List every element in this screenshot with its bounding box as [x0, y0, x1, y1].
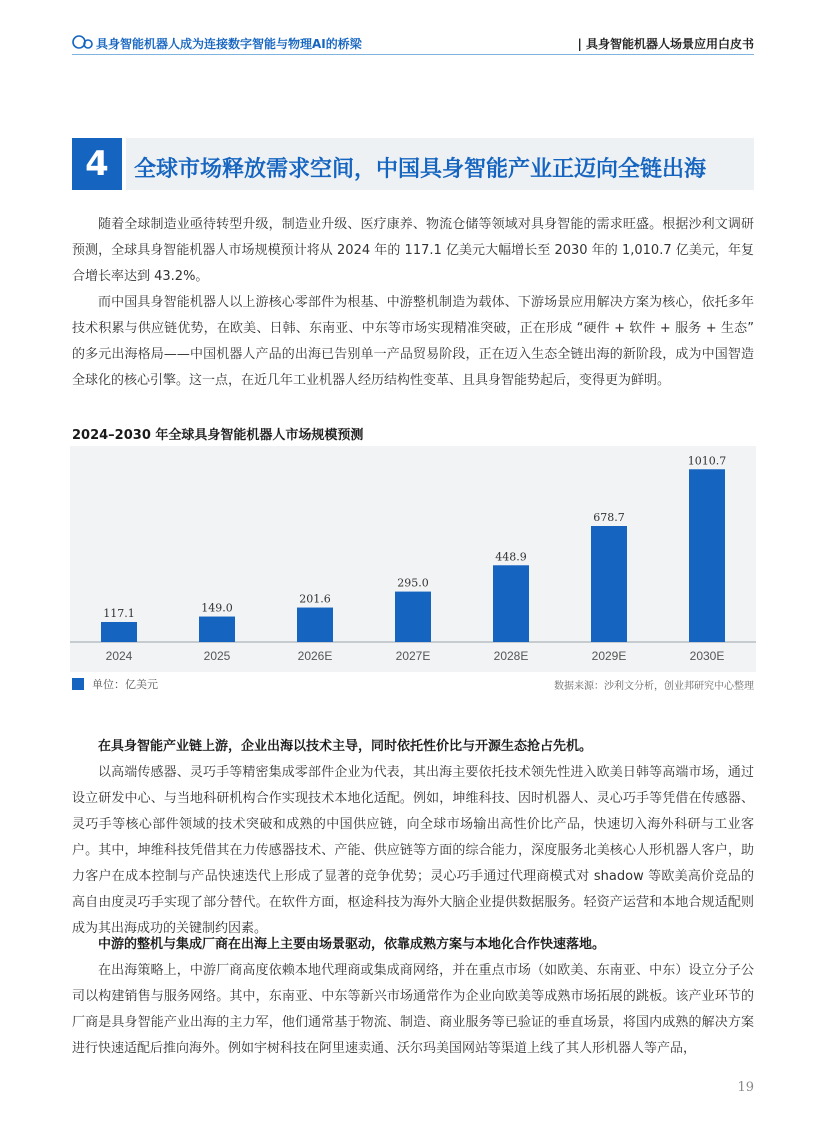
- section-number: 4: [72, 138, 122, 190]
- header-divider: [72, 54, 754, 55]
- data-label-2027E: 295.0: [397, 576, 429, 590]
- chart-title: 2024–2030 年全球具身智能机器人市场规模预测: [72, 428, 364, 443]
- x-tick-2024: 2024: [105, 649, 133, 663]
- paragraph-intro: 随着全球制造业亟待转型升级，制造业升级、医疗康养、物流仓储等领域对具身智能的需求旺盛。根据沙利文调研预测，全球具身智能机器人市场规模预计将从 2024 年的 117.1 亿美元大幅增长至 2030 年的 1,010.7 亿美元，年复合增长率达到 43.2%。: [72, 217, 754, 284]
- legend-swatch: [72, 678, 84, 690]
- x-tick-2026E: 2026E: [297, 649, 333, 663]
- page-number: 19: [737, 1080, 754, 1095]
- legend-unit: 单位：亿美元: [92, 678, 158, 691]
- data-label-2029E: 678.7: [593, 511, 625, 525]
- x-tick-2029E: 2029E: [591, 649, 627, 663]
- x-tick-2028E: 2028E: [493, 649, 529, 663]
- bar-2024: [101, 622, 137, 642]
- bar-2030E: [689, 469, 725, 642]
- x-tick-2030E: 2030E: [689, 649, 725, 663]
- data-label-2030E: 1010.7: [687, 454, 727, 468]
- bar-2025: [199, 617, 235, 642]
- bar-chart: [70, 446, 756, 672]
- chart-source: 数据来源：沙利文分析，创业邦研究中心整理: [554, 681, 754, 692]
- section-title: 全球市场释放需求空间，中国具身智能产业正迈向全链出海: [134, 157, 707, 182]
- page-header: [72, 30, 754, 56]
- data-label-2028E: 448.9: [495, 550, 527, 564]
- header-right-title: | 具身智能机器人场景应用白皮书: [577, 37, 754, 51]
- bar-2027E: [395, 592, 431, 642]
- bar-2029E: [591, 526, 627, 642]
- header-left-title: 具身智能机器人成为连接数字智能与物理AI的桥梁: [96, 37, 362, 51]
- data-label-2026E: 201.6: [299, 592, 331, 606]
- data-label-2024: 117.1: [103, 606, 135, 620]
- paragraph-china-overview: 而中国具身智能机器人以上游核心零部件为根基、中游整机制造为载体、下游场景应用解决方案为核心，依托多年技术积累与供应链优势，在欧美、日韩、东南亚、中东等市场实现精准突破，正在形成 “硬件 + 软件 + 服务 + 生态” 的多元出海格局——中国机器人产品的出海已告别单一产品贸易阶段，正在迈入生态全链出海的新阶段，成为中国智造全球化的核心引擎。这一点，在近几年工业机器人经历结构性变革、且具身智能势起后，变得更为鲜明。: [72, 295, 754, 388]
- paragraph-midstream: 在出海策略上，中游厂商高度依赖本地代理商或集成商网络，并在重点市场（如欧美、东南亚、中东）设立分子公司以构建销售与服务网络。其中，东南亚、中东等新兴市场通常作为企业向欧美等成熟市场拓展的跳板。该产业环节的厂商是具身智能产业出海的主力军，他们通常基于物流、制造、商业服务等已验证的垂直场景，将国内成熟的解决方案进行快速适配后推向海外。例如宇树科技在阿里速卖通、沃尔玛美国网站等渠道上线了其人形机器人等产品，: [72, 963, 754, 1056]
- paragraph-upstream: 以高端传感器、灵巧手等精密集成零部件企业为代表，其出海主要依托技术领先性进入欧美日韩等高端市场，通过设立研发中心、与当地科研机构合作实现技术本地化适配。例如，坤维科技、因时机器人、灵心巧手等凭借在传感器、灵巧手等核心部件领域的技术突破和成熟的中国供应链，向全球市场输出高性价比产品，快速切入海外科研与工业客户。其中，坤维科技凭借其在力传感器技术、产能、供应链等方面的综合能力，深度服务北美核心人形机器人客户，助力客户在成本控制与产品快速迭代上形成了显著的竞争优势；灵心巧手通过代理商模式对 shadow 等欧美高价竞品的高自由度灵巧手实现了部分替代。在软件方面，枢途科技为海外大脑企业提供数据服务。轻资产运营和本地合规适配则成为其出海成功的关键制约因素。: [72, 765, 754, 936]
- paragraph-midstream-heading: 中游的整机与集成厂商在出海上主要由场景驱动，依靠成熟方案与本地化合作快速落地。: [98, 937, 606, 952]
- brand-logo-icon: [72, 34, 94, 50]
- paragraph-upstream-heading: 在具身智能产业链上游，企业出海以技术主导，同时依托性价比与开源生态抢占先机。: [98, 739, 593, 754]
- bar-2026E: [297, 608, 333, 642]
- data-label-2025: 149.0: [201, 601, 233, 615]
- x-tick-2027E: 2027E: [395, 649, 431, 663]
- bar-2028E: [493, 565, 529, 642]
- x-tick-2025: 2025: [203, 649, 231, 663]
